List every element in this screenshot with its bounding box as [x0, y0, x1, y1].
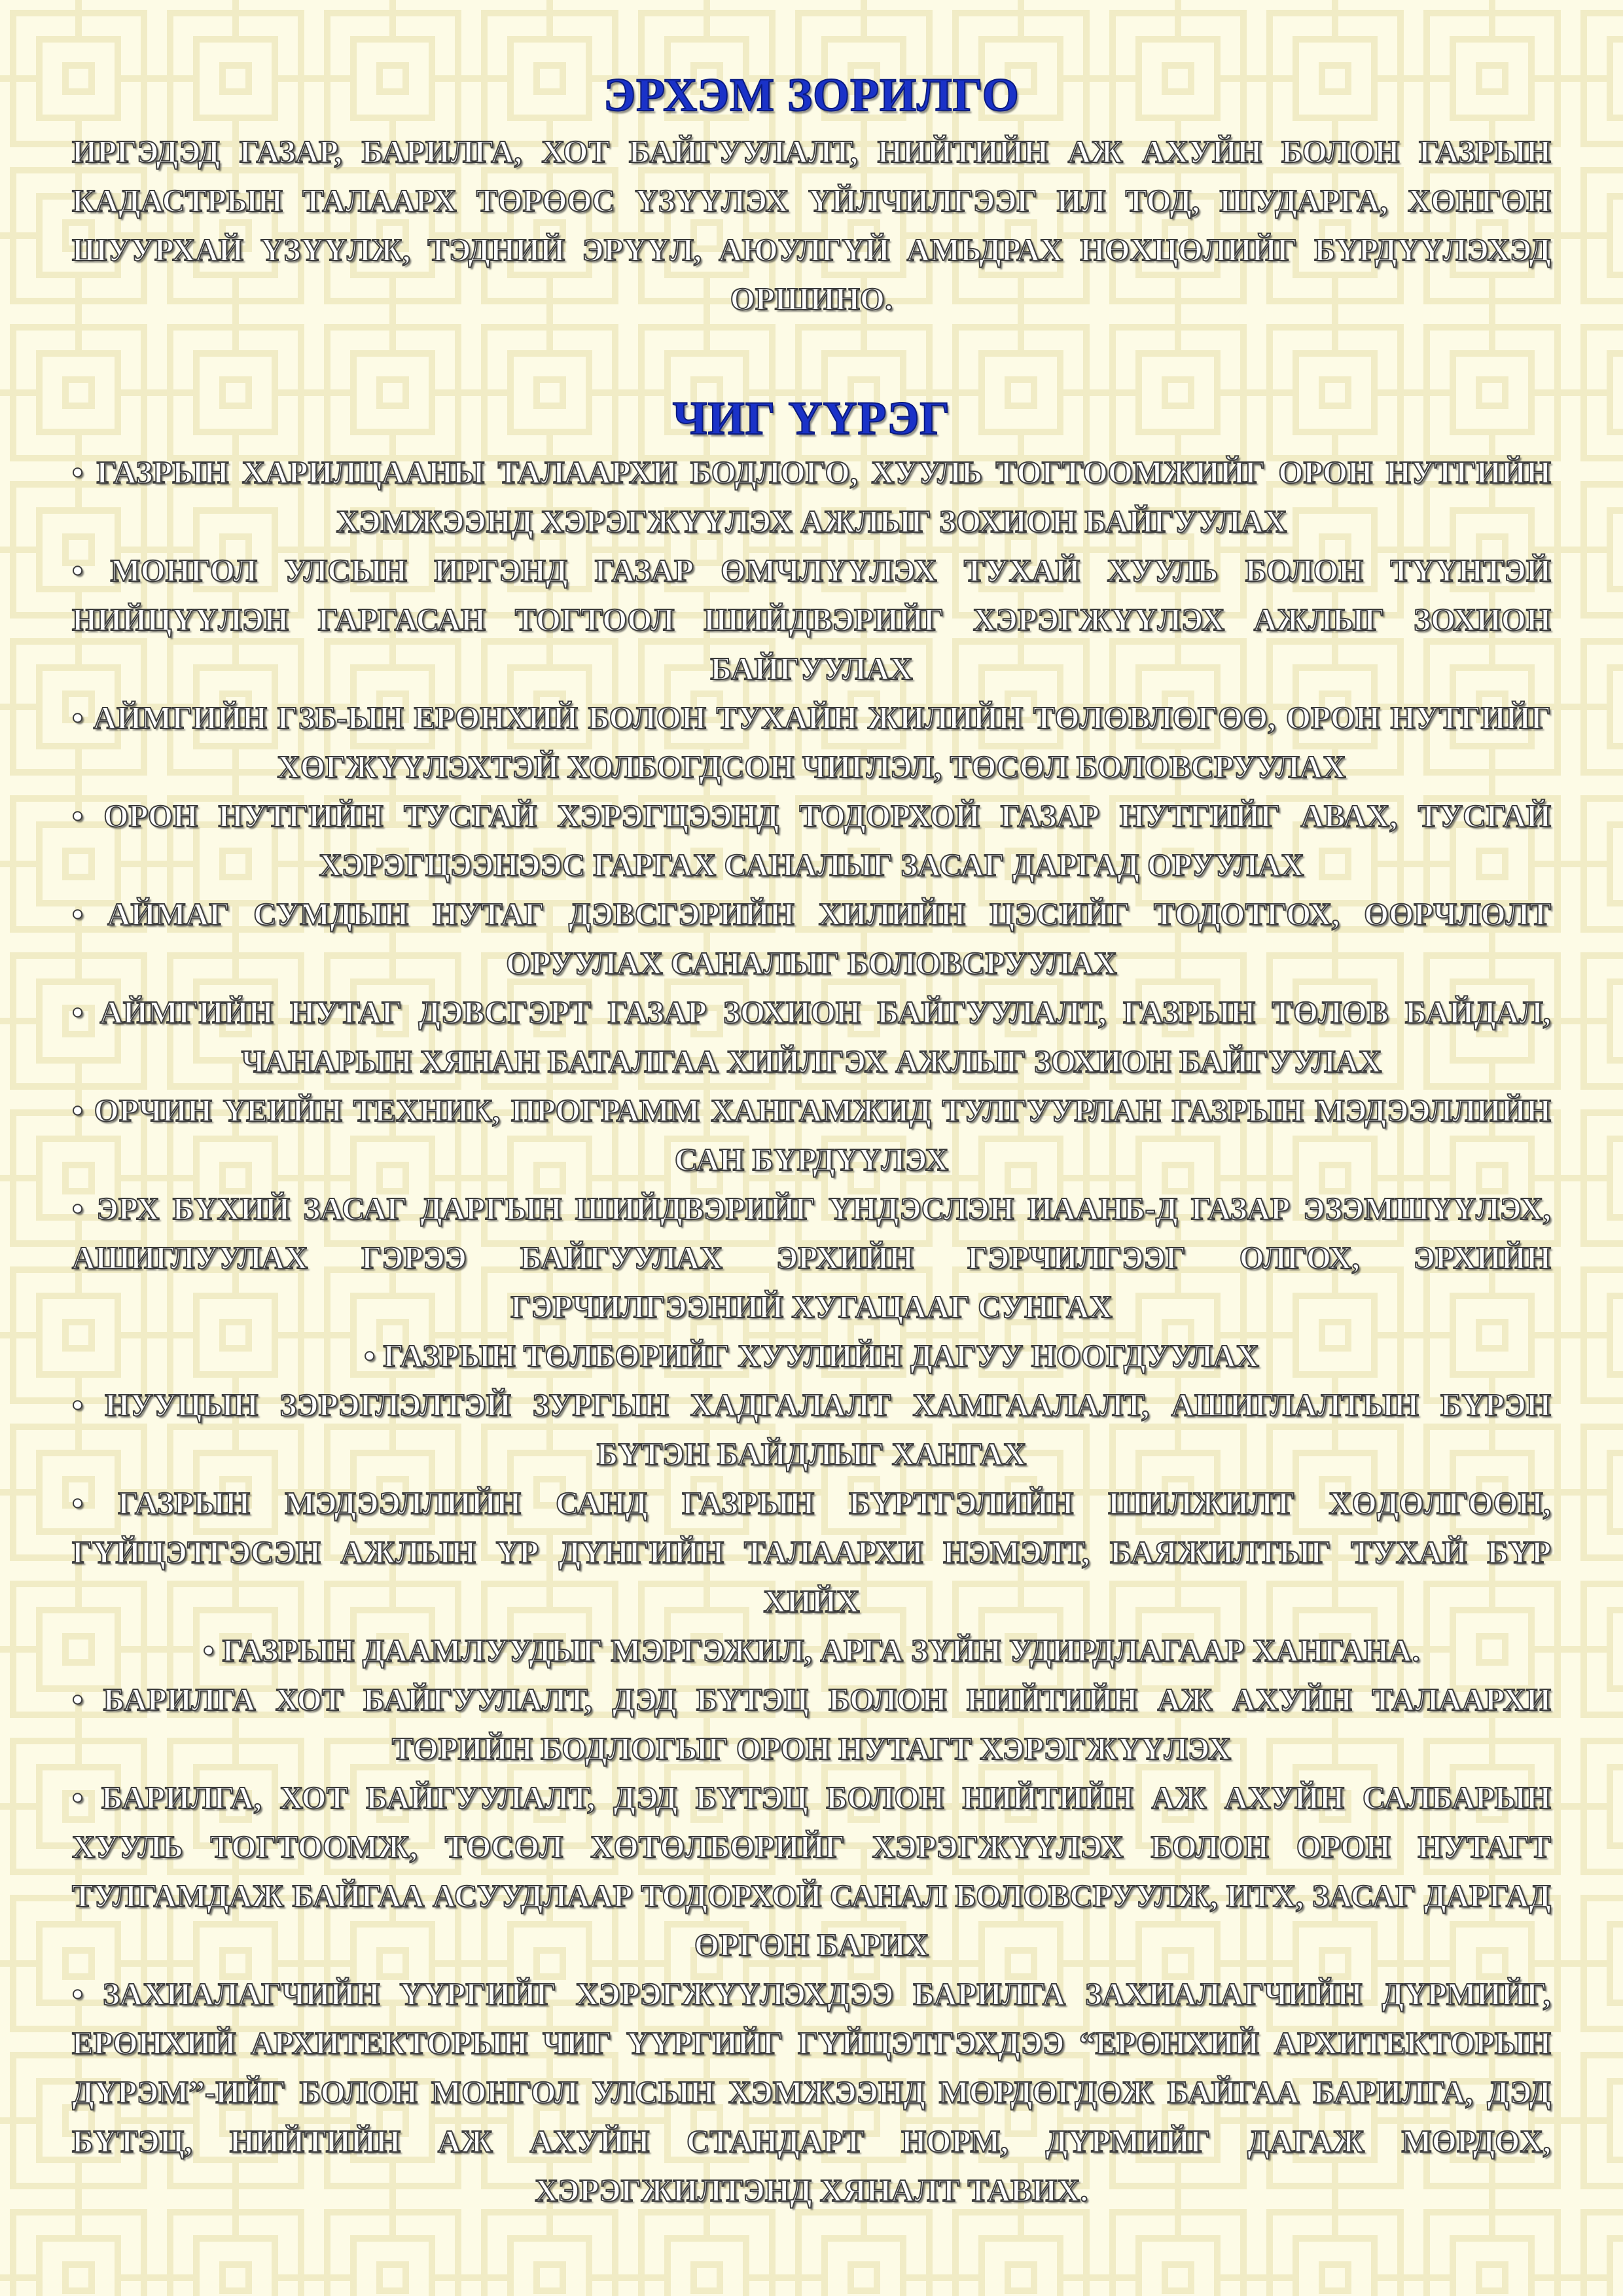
bullet-icon: •	[72, 454, 84, 490]
bullet-icon: •	[72, 1485, 84, 1521]
duty-text: ГАЗРЫН ТӨЛБӨРИЙГ ХУУЛИЙН ДАГУУ НООГДУУЛАХ	[383, 1338, 1259, 1374]
bullet-icon: •	[364, 1338, 376, 1374]
duties-list	[72, 448, 1551, 2215]
mission-statement: ИРГЭДЭД ГАЗАР, БАРИЛГА, ХОТ БАЙГУУЛАЛТ, НИЙТИЙН АЖ АХУЙН БОЛОН ГАЗРЫН КАДАСТРЫН ТАЛААРХ ТӨРӨӨС ҮЗҮҮЛЭХ ҮЙЛЧИЛГЭЭГ ИЛ ТОД, ШУДАРГА, ХӨНГӨН ШУУРХАЙ ҮЗҮҮЛЖ, ТЭДНИЙ ЭРҮҮЛ, АЮУЛГҮЙ АМЬДРАХ НӨХЦӨЛИЙГ БҮРДҮҮЛЭХЭД ОРШИНО.	[72, 134, 1551, 317]
duty-text: МОНГОЛ УЛСЫН ИРГЭНД ГАЗАР ӨМЧЛҮҮЛЭХ ТУХАЙ ХУУЛЬ БОЛОН ТҮҮНТЭЙ НИЙЦҮҮЛЭН ГАРГАСАН ТОГТООЛ ШИЙДВЭРИЙГ ХЭРЭГЖҮҮЛЭХ АЖЛЫГ ЗОХИОН БАЙГУУЛАХ	[72, 552, 1551, 687]
bullet-icon: •	[203, 1632, 215, 1668]
duty-item	[72, 546, 1551, 693]
duty-text: БАРИЛГА, ХОТ БАЙГУУЛАЛТ, ДЭД БҮТЭЦ БОЛОН НИЙТИЙН АЖ АХУЙН САЛБАРЫН ХУУЛЬ ТОГТООМЖ, ТӨСӨЛ ХӨТӨЛБӨРИЙГ ХЭРЭГЖҮҮЛЭХ БОЛОН ОРОН НУТАГТ ТУЛГАМДАЖ БАЙГАА АСУУДЛААР ТОДОРХОЙ САНАЛ БОЛОВСРУУЛЖ, ИТХ, ЗАСАГ ДАРГАД ӨРГӨН БАРИХ	[72, 1780, 1551, 1963]
document-page	[72, 65, 1551, 2215]
bullet-icon: •	[72, 1681, 84, 1717]
duty-text: НУУЦЫН ЗЭРЭГЛЭЛТЭЙ ЗУРГЫН ХАДГАЛАЛТ ХАМГААЛАЛТ, АШИГЛАЛТЫН БҮРЭН БҮТЭН БАЙДЛЫГ ХАНГАХ	[105, 1387, 1551, 1472]
bullet-icon: •	[72, 994, 84, 1030]
duty-item	[72, 693, 1551, 791]
duty-item	[72, 1969, 1551, 2215]
duty-item	[72, 1675, 1551, 1773]
mission-heading: ЭРХЭМ ЗОРИЛГО	[603, 69, 1020, 121]
duty-item	[72, 1626, 1551, 1675]
duty-text: АЙМГИЙН ГЗБ-ЫН ЕРӨНХИЙ БОЛОН ТУХАЙН ЖИЛИЙН ТӨЛӨВЛӨГӨӨ, ОРОН НУТГИЙГ ХӨГЖҮҮЛЭХТЭЙ ХОЛБОГДСОН ЧИГЛЭЛ, ТӨСӨЛ БОЛОВСРУУЛАХ	[93, 700, 1551, 785]
bullet-icon: •	[72, 1387, 84, 1423]
bullet-icon: •	[72, 1780, 84, 1816]
duty-text: ЭРХ БҮХИЙ ЗАСАГ ДАРГЫН ШИЙДВЭРИЙГ ҮНДЭСЛЭН ИААНБ-Д ГАЗАР ЭЗЭМШҮҮЛЭХ, АШИГЛУУЛАХ ГЭРЭЭ БАЙГУУЛАХ ЭРХИЙН ГЭРЧИЛГЭЭГ ОЛГОХ, ЭРХИЙН ГЭРЧИЛГЭЭНИЙ ХУГАЦААГ СУНГАХ	[72, 1191, 1551, 1325]
duty-item	[72, 1479, 1551, 1626]
duty-text: ГАЗРЫН МЭДЭЭЛЛИЙН САНД ГАЗРЫН БҮРТГЭЛИЙН ШИЛЖИЛТ ХӨДӨЛГӨӨН, ГҮЙЦЭТГЭСЭН АЖЛЫН ҮР ДҮНГИЙН ТАЛААРХИ НЭМЭЛТ, БАЯЖИЛТЫГ ТУХАЙ БҮР ХИЙХ	[72, 1485, 1552, 1619]
duty-text: БАРИЛГА ХОТ БАЙГУУЛАЛТ, ДЭД БҮТЭЦ БОЛОН НИЙТИЙН АЖ АХУЙН ТАЛААРХИ ТӨРИЙН БОДЛОГЫГ ОРОН НУТАГТ ХЭРЭГЖҮҮЛЭХ	[103, 1681, 1552, 1767]
bullet-icon: •	[72, 896, 84, 932]
duty-text: ГАЗРЫН ХАРИЛЦААНЫ ТАЛААРХИ БОДЛОГО, ХУУЛЬ ТОГТООМЖИЙГ ОРОН НУТГИЙН ХЭМЖЭЭНД ХЭРЭГЖҮҮЛЭХ АЖЛЫГ ЗОХИОН БАЙГУУЛАХ	[96, 454, 1551, 539]
bullet-icon: •	[72, 798, 84, 834]
duty-item	[72, 1773, 1551, 1969]
duty-item	[72, 1184, 1551, 1331]
bullet-icon: •	[72, 700, 84, 736]
duty-text: АЙМГИЙН НУТАГ ДЭВСГЭРТ ГАЗАР ЗОХИОН БАЙГУУЛАЛТ, ГАЗРЫН ТӨЛӨВ БАЙДАЛ, ЧАНАРЫН ХЯНАН БАТАЛГАА ХИЙЛГЭХ АЖЛЫГ ЗОХИОН БАЙГУУЛАХ	[99, 994, 1551, 1079]
duty-item	[72, 1380, 1551, 1479]
duty-item	[72, 791, 1551, 889]
bullet-icon: •	[72, 1092, 84, 1128]
duty-item	[72, 1086, 1551, 1184]
duty-item	[72, 448, 1551, 546]
duty-item	[72, 988, 1551, 1086]
duty-text: АЙМАГ СУМДЫН НУТАГ ДЭВСГЭРИЙН ХИЛИЙН ЦЭСИЙГ ТОДОТГОХ, ӨӨРЧЛӨЛТ ОРУУЛАХ САНАЛЫГ БОЛОВСРУУЛАХ	[107, 896, 1552, 981]
duty-item	[72, 889, 1551, 988]
duty-text: ГАЗРЫН ДААМЛУУДЫГ МЭРГЭЖИЛ, АРГА ЗҮЙН УДИРДЛАГААР ХАНГАНА.	[222, 1632, 1420, 1668]
duty-text: ОРОН НУТГИЙН ТУСГАЙ ХЭРЭГЦЭЭНД ТОДОРХОЙ ГАЗАР НУТГИЙГ АВАХ, ТУСГАЙ ХЭРЭГЦЭЭНЭЭС ГАРГАХ САНАЛЫГ ЗАСАГ ДАРГАД ОРУУЛАХ	[103, 798, 1551, 883]
bullet-icon: •	[72, 552, 84, 588]
duties-heading: ЧИГ ҮҮРЭГ	[672, 392, 951, 444]
bullet-icon: •	[72, 1976, 84, 2012]
bullet-icon: •	[72, 1191, 84, 1227]
duty-text: ОРЧИН ҮЕИЙН ТЕХНИК, ПРОГРАММ ХАНГАМЖИД ТУЛГУУРЛАН ГАЗРЫН МЭДЭЭЛЛИЙН САН БҮРДҮҮЛЭХ	[94, 1092, 1551, 1177]
duty-item	[72, 1331, 1551, 1380]
duty-text: ЗАХИАЛАГЧИЙН ҮҮРГИЙГ ХЭРЭГЖҮҮЛЭХДЭЭ БАРИЛГА ЗАХИАЛАГЧИЙН ДҮРМИЙГ, ЕРӨНХИЙ АРХИТЕКТОРЫН ЧИГ ҮҮРГИЙГ ГҮЙЦЭТГЭХДЭЭ “ЕРӨНХИЙ АРХИТЕКТОРЫН ДҮРЭМ”-ИЙГ БОЛОН МОНГОЛ УЛСЫН ХЭМЖЭЭНД МӨРДӨГДӨЖ БАЙГАА БАРИЛГА, ДЭД БҮТЭЦ, НИЙТИЙН АЖ АХУЙН СТАНДАРТ НОРМ, ДҮРМИЙГ ДАГАЖ МӨРДӨХ, ХЭРЭГЖИЛТЭНД ХЯНАЛТ ТАВИХ.	[72, 1976, 1552, 2208]
